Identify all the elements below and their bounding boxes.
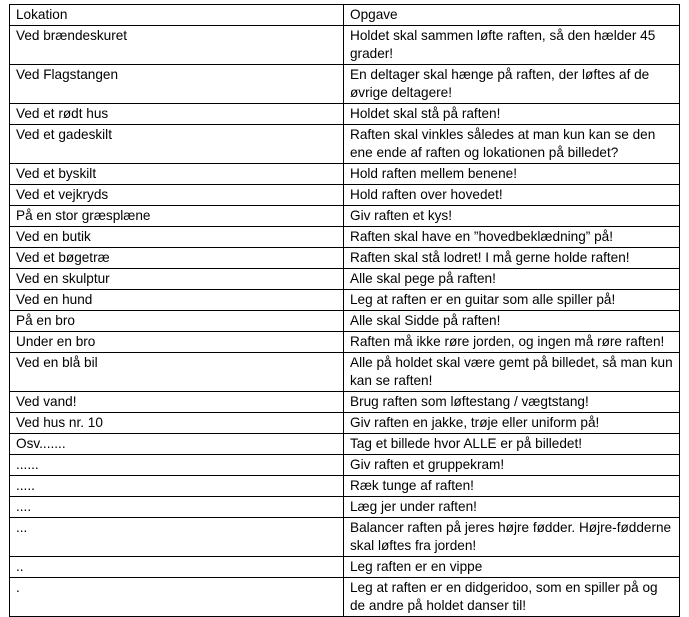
task-table [9, 4, 680, 617]
table-row [10, 353, 680, 392]
location-cell: Under en bro [10, 332, 344, 353]
location-cell: Ved et vejkryds [10, 185, 344, 206]
task-cell: Alle skal Sidde på raften! [344, 311, 680, 332]
table-row [10, 392, 680, 413]
task-cell: Brug raften som løftestang / vægtstang! [344, 392, 680, 413]
task-cell: Holdet skal stå på raften! [344, 104, 680, 125]
location-cell: ...... [10, 455, 344, 476]
location-cell: På en stor græsplæne [10, 206, 344, 227]
location-cell: Ved vand! [10, 392, 344, 413]
table-row [10, 227, 680, 248]
table-row [10, 518, 680, 557]
table-header-row [10, 5, 680, 26]
column-header-opgave: Opgave [344, 5, 680, 26]
task-cell: Alle skal pege på raften! [344, 269, 680, 290]
location-cell: Ved et gadeskilt [10, 125, 344, 164]
task-cell: Raften skal vinkles således at man kun kan se den ene ende af raften og lokationen på billedet? [344, 125, 680, 164]
task-cell: Hold raften over hovedet! [344, 185, 680, 206]
table-row [10, 164, 680, 185]
table-row [10, 125, 680, 164]
table-row [10, 104, 680, 125]
task-cell: Leg raften er en vippe [344, 557, 680, 578]
task-cell: Hold raften mellem benene! [344, 164, 680, 185]
document-page [9, 4, 679, 617]
task-cell: Giv raften en jakke, trøje eller uniform på! [344, 413, 680, 434]
task-cell: Giv raften et kys! [344, 206, 680, 227]
table-row [10, 332, 680, 353]
location-cell: Ved brændeskuret [10, 26, 344, 65]
table-row [10, 455, 680, 476]
location-cell: .... [10, 497, 344, 518]
location-cell: Ved et byskilt [10, 164, 344, 185]
task-cell: Balancer raften på jeres højre fødder. Højre-fødderne skal løftes fra jorden! [344, 518, 680, 557]
task-cell: Raften skal have en ”hovedbeklædning” på! [344, 227, 680, 248]
location-cell: . [10, 578, 344, 617]
location-cell: Ved en blå bil [10, 353, 344, 392]
location-cell: Ved en butik [10, 227, 344, 248]
location-cell: ... [10, 518, 344, 557]
task-cell: Giv raften et gruppekram! [344, 455, 680, 476]
table-row [10, 185, 680, 206]
task-cell: Holdet skal sammen løfte raften, så den hælder 45 grader! [344, 26, 680, 65]
location-cell: Ved Flagstangen [10, 65, 344, 104]
table-row [10, 248, 680, 269]
table-row [10, 413, 680, 434]
table-row [10, 206, 680, 227]
location-cell: Ved et rødt hus [10, 104, 344, 125]
table-row [10, 311, 680, 332]
task-cell: Leg at raften er en didgeridoo, som en spiller på og de andre på holdet danser til! [344, 578, 680, 617]
table-row [10, 290, 680, 311]
table-row [10, 497, 680, 518]
column-header-lokation: Lokation [10, 5, 344, 26]
task-cell: Raften må ikke røre jorden, og ingen må røre raften! [344, 332, 680, 353]
task-cell: Leg at raften er en guitar som alle spiller på! [344, 290, 680, 311]
location-cell: Ved et bøgetræ [10, 248, 344, 269]
table-row [10, 269, 680, 290]
location-cell: Ved hus nr. 10 [10, 413, 344, 434]
table-row [10, 578, 680, 617]
location-cell: Ved en skulptur [10, 269, 344, 290]
location-cell: ..... [10, 476, 344, 497]
task-cell: Alle på holdet skal være gemt på billedet, så man kun kan se raften! [344, 353, 680, 392]
task-cell: Tag et billede hvor ALLE er på billedet! [344, 434, 680, 455]
location-cell: Ved en hund [10, 290, 344, 311]
table-row [10, 65, 680, 104]
table-row [10, 557, 680, 578]
table-row [10, 26, 680, 65]
task-cell: En deltager skal hænge på raften, der løftes af de øvrige deltagere! [344, 65, 680, 104]
location-cell: .. [10, 557, 344, 578]
table-row [10, 434, 680, 455]
task-cell: Ræk tunge af raften! [344, 476, 680, 497]
task-cell: Raften skal stå lodret! I må gerne holde raften! [344, 248, 680, 269]
task-cell: Læg jer under raften! [344, 497, 680, 518]
location-cell: På en bro [10, 311, 344, 332]
table-row [10, 476, 680, 497]
location-cell: Osv....... [10, 434, 344, 455]
